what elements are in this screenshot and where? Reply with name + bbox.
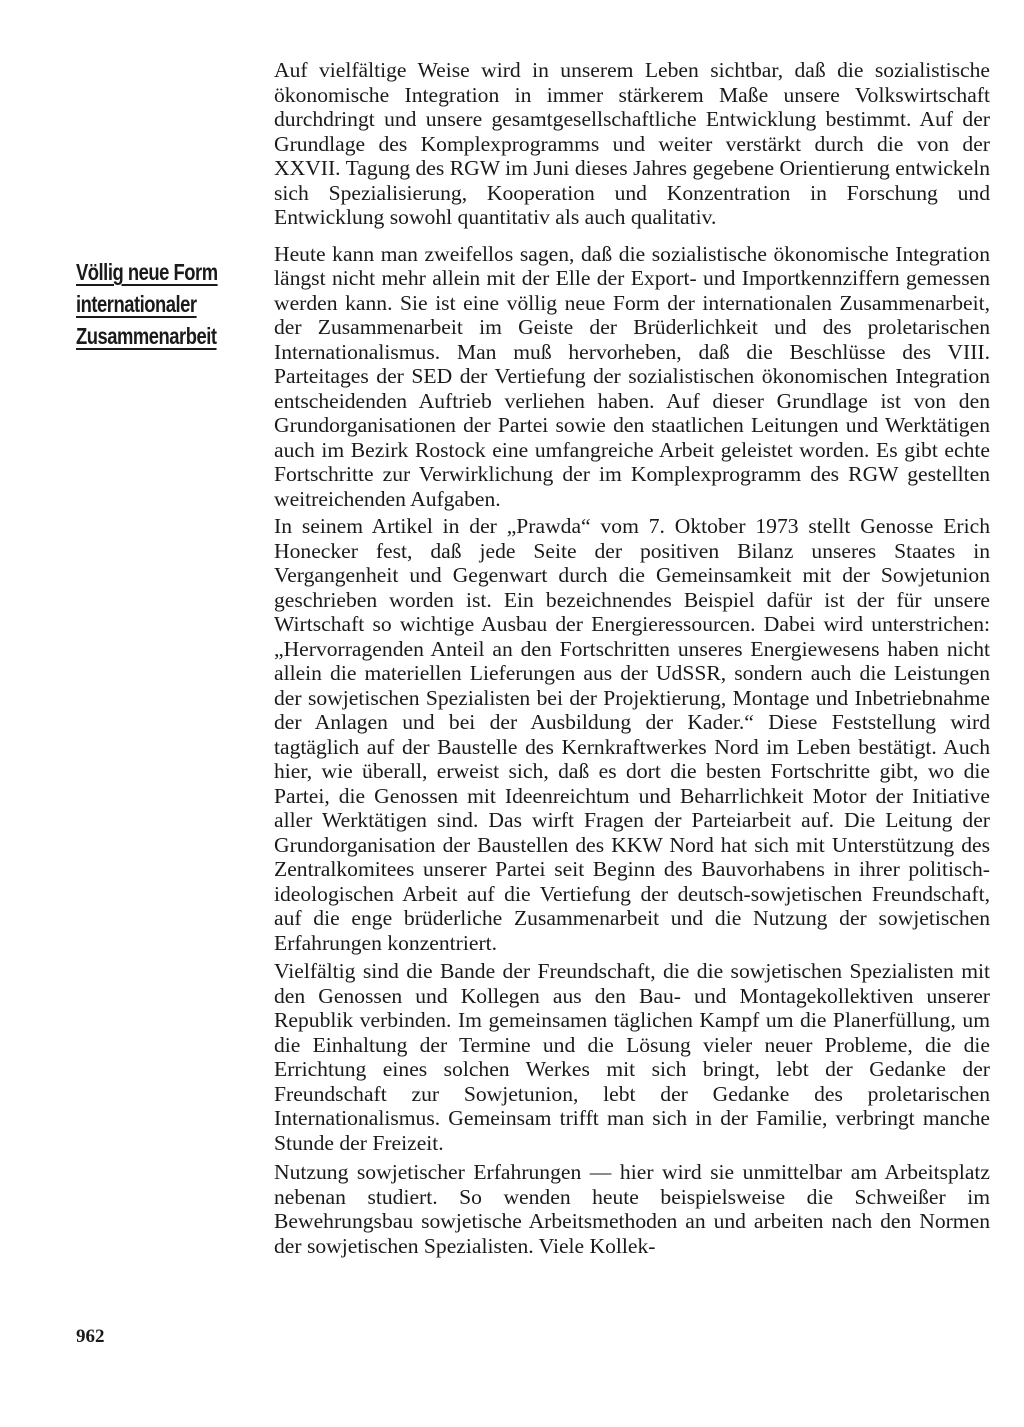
paragraph: Auf vielfältige Weise wird in unserem Leben sichtbar, daß die sozialistische ökonomische Integration in immer stärkerem Maße unsere Volkswirtschaft durchdringt und unsere gesamtgesellschaftliche Entwicklung bestimmt. Auf der Grundlage des Komplexprogramms und weiter verstärkt durch die von der XXVII. Tagung des RGW im Juni dieses Jahres gegebene Orientierung entwickeln sich Spezialisierung, Kooperation und Konzentration in Forschung und Entwicklung sowohl quantitativ als auch qualitativ. [274,58,990,229]
margin-heading-line: Völlig neue Form [76,259,218,285]
body-text [274,58,990,1258]
margin-heading-line: internationaler [76,291,197,317]
margin-heading-line: Zusammenarbeit [76,323,217,349]
paragraph: Vielfältig sind die Bande der Freundschaft, die die sowjetischen Spezialisten mit den Genossen und Kollegen aus den Bau- und Montagekollektiven unserer Republik verbinden. Im gemeinsamen täglichen Kampf um die Planerfüllung, um die Einhaltung der Termine und die Lösung vieler neuer Probleme, die die Errichtung eines solchen Werkes mit sich bringt, lebt der Gedanke der Freundschaft zur Sowjetunion, lebt der Gedanke des proletarischen Internationalismus. Gemeinsam trifft man sich in der Familie, verbringt manche Stunde der Freizeit. [274,959,990,1155]
paragraph: Nutzung sowjetischer Erfahrungen — hier wird sie unmittelbar am Arbeitsplatz nebenan studiert. So wenden heute beispielsweise die Schweißer im Bewehrungsbau sowjetische Arbeitsmethoden an und arbeiten nach den Normen der sowjetischen Spezialisten. Viele Kollek- [274,1160,990,1258]
page-number: 962 [76,1326,105,1347]
paragraph: Heute kann man zweifellos sagen, daß die sozialistische ökonomische Integration längst nicht mehr allein mit der Elle der Export- und Importkennziffern gemessen werden kann. Sie ist eine völlig neue Form der internationalen Zusammenarbeit, der Zusammenarbeit im Geiste der Brüderlichkeit und des proletarischen Internationalismus. Man muß hervorheben, daß die Beschlüsse des VIII. Parteitages der SED der Vertiefung der sozialistischen ökonomischen Integration entscheidenden Auftrieb verliehen haben. Auf dieser Grundlage ist von den Grundorganisationen der Partei sowie den staatlichen Leitungen und Werktätigen auch im Bezirk Rostock eine umfangreiche Arbeit geleistet worden. Es gibt echte Fortschritte zur Verwirklichung der im Komplexprogramm des RGW gestellten weitreichenden Aufgaben. [274,241,990,511]
margin-heading [76,256,254,352]
paragraph: In seinem Artikel in der „Prawda“ vom 7. Oktober 1973 stellt Genosse Erich Honecker fest, daß jede Seite der positiven Bilanz unseres Staates in Vergangenheit und Gegenwart durch die Gemeinsamkeit mit der Sowjetunion geschrieben worden ist. Ein bezeichnendes Beispiel dafür ist der für unsere Wirtschaft so wichtige Ausbau der Energieressourcen. Dabei wird unterstrichen: „Hervorragenden Anteil an den Fortschritten unseres Energiewesens haben nicht allein die materiellen Lieferungen aus der UdSSR, sondern auch die Leistungen der sowjetischen Spezialisten bei der Projektierung, Montage und Inbetriebnahme der Anlagen und bei der Ausbildung der Kader.“ Diese Feststellung wird tagtäglich auf der Baustelle des Kernkraftwerkes Nord im Leben bestätigt. Auch hier, wie überall, erweist sich, daß es dort die besten Fortschritte gibt, wo die Partei, die Genossen mit Ideenreichtum und Beharrlichkeit Motor der Initiative aller Werktätigen sind. Das wirft Fragen der Parteiarbeit auf. Die Leitung der Grundorganisation der Baustellen des KKW Nord hat sich mit Unterstützung des Zentralkomitees unserer Partei seit Beginn des Bauvorhabens in ihrer politisch-ideologischen Arbeit auf die Vertiefung der deutsch-sowjetischen Freundschaft, auf die enge brüderliche Zusammenarbeit und die Nutzung der sowjetischen Erfahrungen konzentriert. [274,514,990,955]
